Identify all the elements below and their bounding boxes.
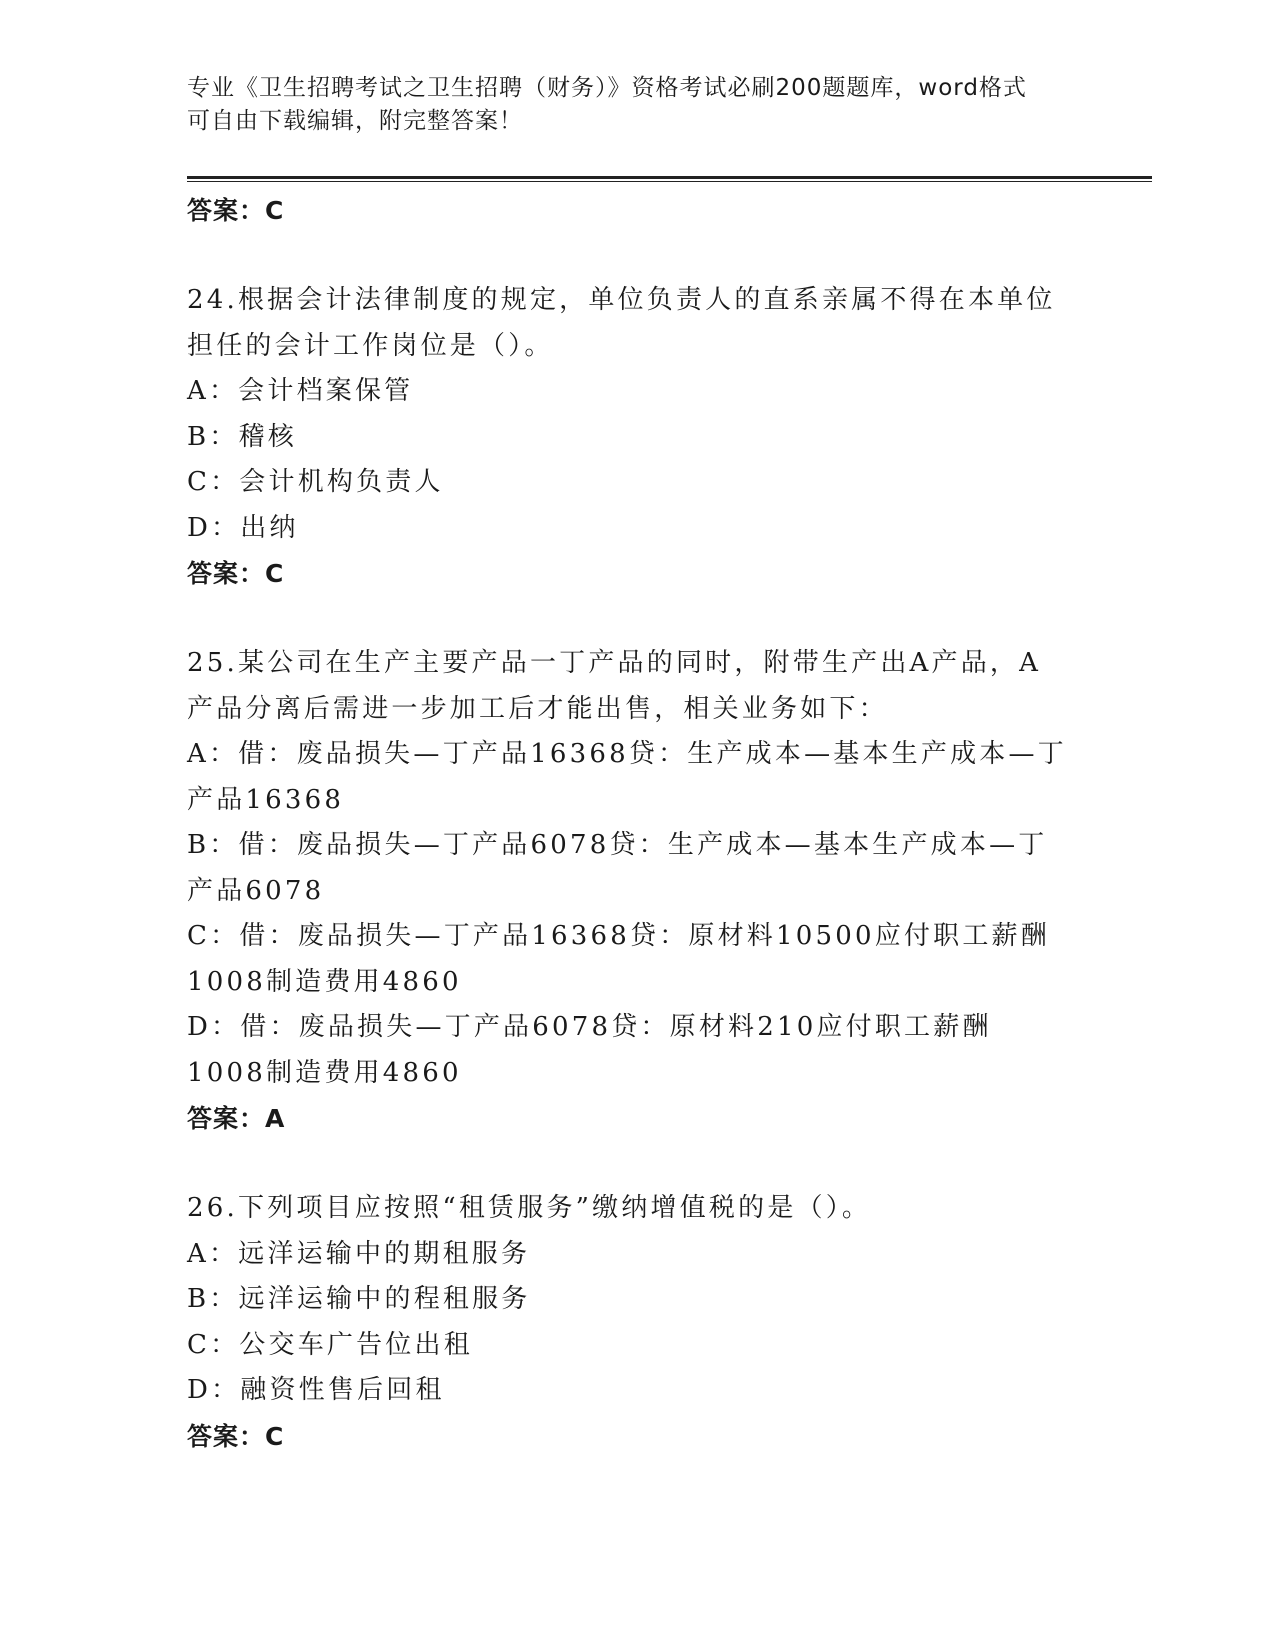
option-c: C：借：废品损失—丁产品16368贷：原材料10500应付职工薪酬1008制造费用4860 [187,921,1050,997]
header-divider [187,176,1152,182]
question-stem: 24.根据会计法律制度的规定，单位负责人的直系亲属不得在本单位担任的会计工作岗位是（）。 [187,285,1056,361]
answer-line: 答案：C [187,559,285,588]
option-d: D：出纳 [187,512,299,543]
option-b: B：远洋运输中的程租服务 [187,1284,531,1314]
option-a: A：会计档案保管 [187,376,414,406]
question-stem: 26.下列项目应按照“租赁服务”缴纳增值税的是（）。 [187,1193,872,1223]
answer-line: 答案：A [187,1104,286,1133]
answer-line: 答案：C [187,196,285,225]
question-24 [187,278,1087,597]
document-page [187,72,1087,1460]
header-line-2: 可自由下载编辑，附完整答案！ [187,108,523,134]
option-a: A：远洋运输中的期租服务 [187,1238,531,1269]
question-stem: 25.某公司在生产主要产品一丁产品的同时，附带生产出A产品，A产品分离后需进一步加工后才能出售，相关业务如下： [187,648,1042,724]
answer-line: 答案：C [187,1421,285,1451]
header-line-1: 专业《卫生招聘考试之卫生招聘（财务）》资格考试必刷200题题库，word格式 [187,75,1027,101]
option-c: C：会计机构负责人 [187,467,444,497]
option-c: C：公交车广告位出租 [187,1329,473,1360]
option-d: D：借：废品损失—丁产品6078贷：原材料210应付职工薪酬1008制造费用4860 [187,1012,992,1088]
option-a: A：借：废品损失—丁产品16368贷：生产成本—基本生产成本—丁产品16368 [187,739,1067,815]
option-b: B：稽核 [187,421,297,452]
question-26 [187,1186,1087,1460]
option-d: D：融资性售后回租 [187,1375,445,1405]
option-b: B：借：废品损失—丁产品6078贷：生产成本—基本生产成本—丁产品6078 [187,830,1048,906]
document-header [187,72,1067,138]
question-25 [187,641,1087,1142]
